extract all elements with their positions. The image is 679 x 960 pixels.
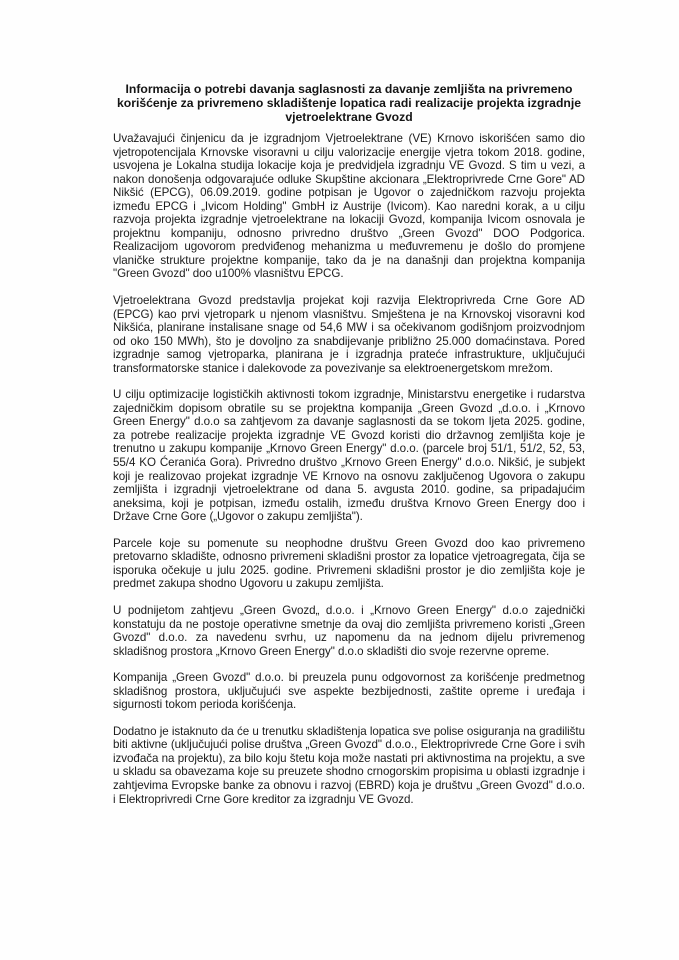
- paragraph-no-operational-obstacles: U podnijetom zahtjevu „Green Gvozd„ d.o.o. i „Krnovo Green Energy" d.o.o zajednički konstatuju da ne postoje operativne smetnje da ovaj dio zemljišta privremeno koristi „Green Gvozd" d.o.o. za navedenu svrhu, uz napomenu da na jednom dijelu privremenog skladišnog prostora „Krnovo Green Energy" d.o.o skladišti dio svoje rezervne opreme.: [113, 603, 585, 658]
- document-body: [113, 82, 585, 819]
- document-title: Informacija o potrebi davanja saglasnosti za davanje zemljišta na privremeno korišćenje za privremeno skladištenje lopatica radi realizacije projekta izgradnje vjetroelektrane Gvozd: [117, 82, 581, 124]
- paragraph-parcels-storage: Parcele koje su pomenute su neophodne društvu Green Gvozd doo kao privremeno pretovarno skladište, odnosno privremeni skladišni prostor za lopatice vjetroagregata, čija se isporuka očekuje u julu 2025. godine. Privremeni skladišni prostor je dio zemljišta koje je predmet zakupa shodno Ugovoru u zakupu zemljišta.: [113, 536, 585, 591]
- paragraph-ve-gvozd-description: Vjetroelektrana Gvozd predstavlja projekat koji razvija Elektroprivreda Crne Gore AD (EPCG) kao prvi vjetropark u njenom vlasništvu. Smještena je na Krnovskoj visoravni kod Nikšića, planirane instalisane snage od 54,6 MW i sa očekivanom godišnjom proizvodnjom od oko 150 MWh), što je dovoljno za snabdijevanje približno 25.000 domaćinstava. Pored izgradnje samog vjetroparka, planirana je i izgradnja prateće infrastrukture, uključujući transformatorske stanice i dalekovode za povezivanje sa elektroenergetskom mrežom.: [113, 294, 585, 375]
- paragraph-responsibility: Kompanija „Green Gvozd" d.o.o. bi preuzela punu odgovornost za korišćenje predmetnog skladišnog prostora, uključujući sve aspekte bezbijednosti, zaštite opreme i uređaja i sigurnosti tokom perioda korišćenja.: [113, 671, 585, 712]
- paragraph-insurance-ebrd: Dodatno je istaknuto da će u trenutku skladištenja lopatica sve polise osiguranja na gradilištu biti aktivne (uključujući polise društva „Green Gvozd" d.o.o., Elektroprivrede Crne Gore i svih izvođača na projektu), za bilo koju štetu koja može nastati pri aktivnostima na projektu, a sve u skladu sa obavezama koje su preuzete shodno crnogorskim propisima u oblasti izgradnje i zahtjevima Evropske banke za obnovu i razvoj (EBRD) koja je društvu „Green Gvozd" d.o.o. i Elektroprivredi Crne Gore kreditor za izgradnju VE Gvozd.: [113, 724, 585, 806]
- paragraph-ministry-request: U cilju optimizacije logističkih aktivnosti tokom izgradnje, Ministarstvu energetike i rudarstva zajedničkim dopisom obratile su se projektna kompanija „Green Gvozd „d.o.o. i „Krnovo Green Energy" d.o.o sa zahtjevom za davanje saglasnosti da se tokom ljeta 2025. godine, za potrebe realizacije projekta izgradnje VE Gvozd koristi dio državnog zemljišta koje je trenutno u zakupu kompanije „Krnovo Green Energy" d.o.o. (parcele broj 51/1, 51/2, 52, 53, 55/4 KO Ćeranića Gora). Privredno društvo „Krnovo Green Energy" d.o.o. Nikšić, je subjekt koji je realizovao projekat izgradnje VE Krnovo na osnovu zaključenog Ugovora o zakupu zemljišta i izgradnji vjetroelektrane od dana 5. avgusta 2010. godine, sa pripadajućim aneksima, koji je potpisan, između ostalih, između društva Krnovo Green Energy doo i Države Crne Gore („Ugovor o zakupu zemljišta").: [113, 388, 585, 524]
- paragraph-background-ve-krnovo: Uvažavajući činjenicu da je izgradnjom Vjetroelektrane (VE) Krnovo iskorišćen samo dio vjetropotencijala Krnovske visoravni u cilju valorizacije energije vjetra tokom 2018. godine, usvojena je Lokalna studija lokacije koja je predvidjela izgradnju VE Gvozd. S tim u vezi, a nakon donošenja odgovarajuće odluke Skupštine akcionara „Elektroprivrede Crne Gore" AD Nikšić (EPCG), 06.09.2019. godine potpisan je Ugovor o zajedničkom razvoju projekta između EPCG i „Ivicom Holding" GmbH iz Austrije (Ivicom). Kao naredni korak, a u cilju razvoja projekta izgradnje vjetroelektrane na lokaciji Gvozd, kompanija Ivicom osnovala je projektnu kompaniju, odnosno privredno društvo „Green Gvozd" DOO Podgorica. Realizacijom ugovorom predviđenog mehanizma u međuvremenu je došlo do promjene vlaničke strukture projektne kompanije, tako da je na današnji dan projektna kompanija "Green Gvozd" doo u100% vlasništvu EPCG.: [113, 132, 585, 281]
